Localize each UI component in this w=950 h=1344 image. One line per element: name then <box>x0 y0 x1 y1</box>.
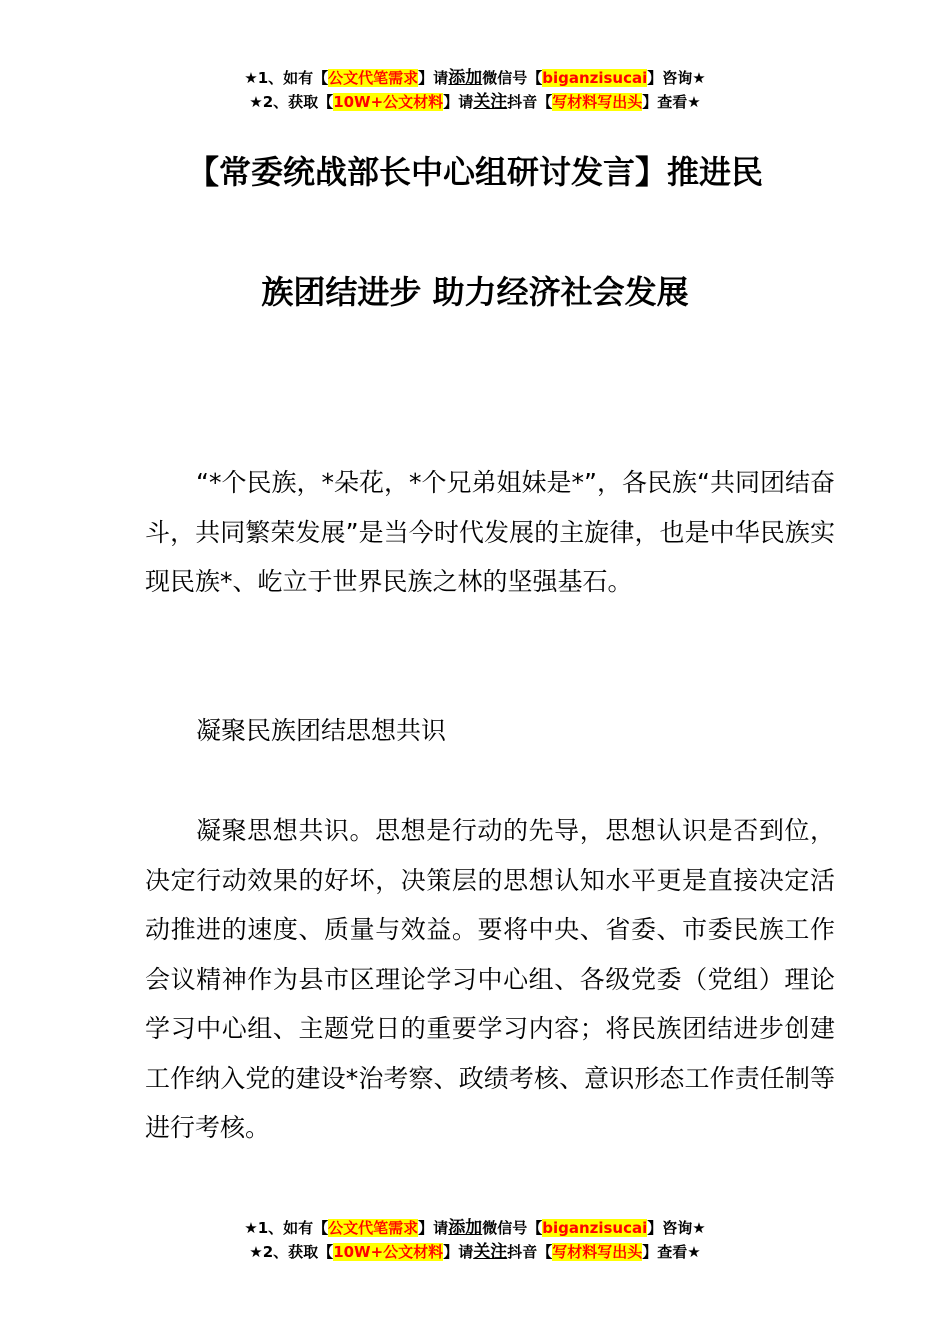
ad-text: 】请 <box>418 69 449 87</box>
ad-highlight: biganzisucai <box>542 69 648 87</box>
ad-text: ★2、获取【 <box>249 1243 334 1261</box>
body-paragraph-content: 凝聚思想共识。思想是行动的先导，思想认识是否到位，决定行动效果的好坏，决策层的思想认知水平更是直接决定活动推进的速度、质量与效益。要将中央、省委、市委民族工作会议精神作为县市区理论学习中心组、各级党委（党组）理论学习中心组、主题党日的重要学习内容；将民族团结进步创建工作纳入党的建设*治考察、政绩考核、意识形态工作责任制等进行考核。 <box>145 816 835 1142</box>
ad-line-1 <box>0 66 950 90</box>
ad-text: ★2、获取【 <box>249 93 334 111</box>
ad-emphasis: 添加 <box>448 1218 483 1238</box>
ad-text: 微信号【 <box>482 1219 543 1237</box>
ad-line-2 <box>0 90 950 114</box>
header-ad <box>0 66 950 114</box>
ad-line-2 <box>0 1240 950 1264</box>
ad-text: 】请 <box>443 93 474 111</box>
body-paragraph-intro: “*个民族，*朵花，*个兄弟姐妹是*”，各民族“共同团结奋斗，共同繁荣发展”是当今时代发展的主旋律，也是中华民族实现民族*、屹立于世界民族之林的坚强基石。 <box>145 468 835 596</box>
ad-emphasis: 添加 <box>448 68 483 88</box>
ad-text: 】咨询★ <box>647 1219 706 1237</box>
ad-highlight: biganzisucai <box>542 1219 648 1237</box>
ad-text: 抖音【 <box>507 93 553 111</box>
footer-ad <box>0 1216 950 1264</box>
ad-emphasis: 关注 <box>473 92 508 112</box>
ad-highlight: 10W+公文材料 <box>333 93 444 111</box>
ad-text: 微信号【 <box>482 69 543 87</box>
ad-emphasis: 关注 <box>473 1242 508 1262</box>
ad-highlight: 公文代笔需求 <box>328 1219 419 1237</box>
ad-text: 】查看★ <box>642 93 701 111</box>
document-title-line-1: 【常委统战部长中心组研讨发言】推进民 <box>186 153 763 191</box>
document-title-line-2: 族团结进步 助力经济社会发展 <box>261 273 689 311</box>
ad-line-1 <box>0 1216 950 1240</box>
ad-text: 】查看★ <box>642 1243 701 1261</box>
ad-highlight: 写材料写出头 <box>552 93 643 111</box>
ad-text: 】请 <box>418 1219 449 1237</box>
ad-text: 】咨询★ <box>647 69 706 87</box>
ad-text: 抖音【 <box>507 1243 553 1261</box>
ad-text: 】请 <box>443 1243 474 1261</box>
ad-highlight: 写材料写出头 <box>552 1243 643 1261</box>
ad-highlight: 10W+公文材料 <box>333 1243 444 1261</box>
ad-highlight: 公文代笔需求 <box>328 69 419 87</box>
ad-text: ★1、如有【 <box>244 69 329 87</box>
ad-text: ★1、如有【 <box>244 1219 329 1237</box>
section-heading: 凝聚民族团结思想共识 <box>196 716 447 745</box>
